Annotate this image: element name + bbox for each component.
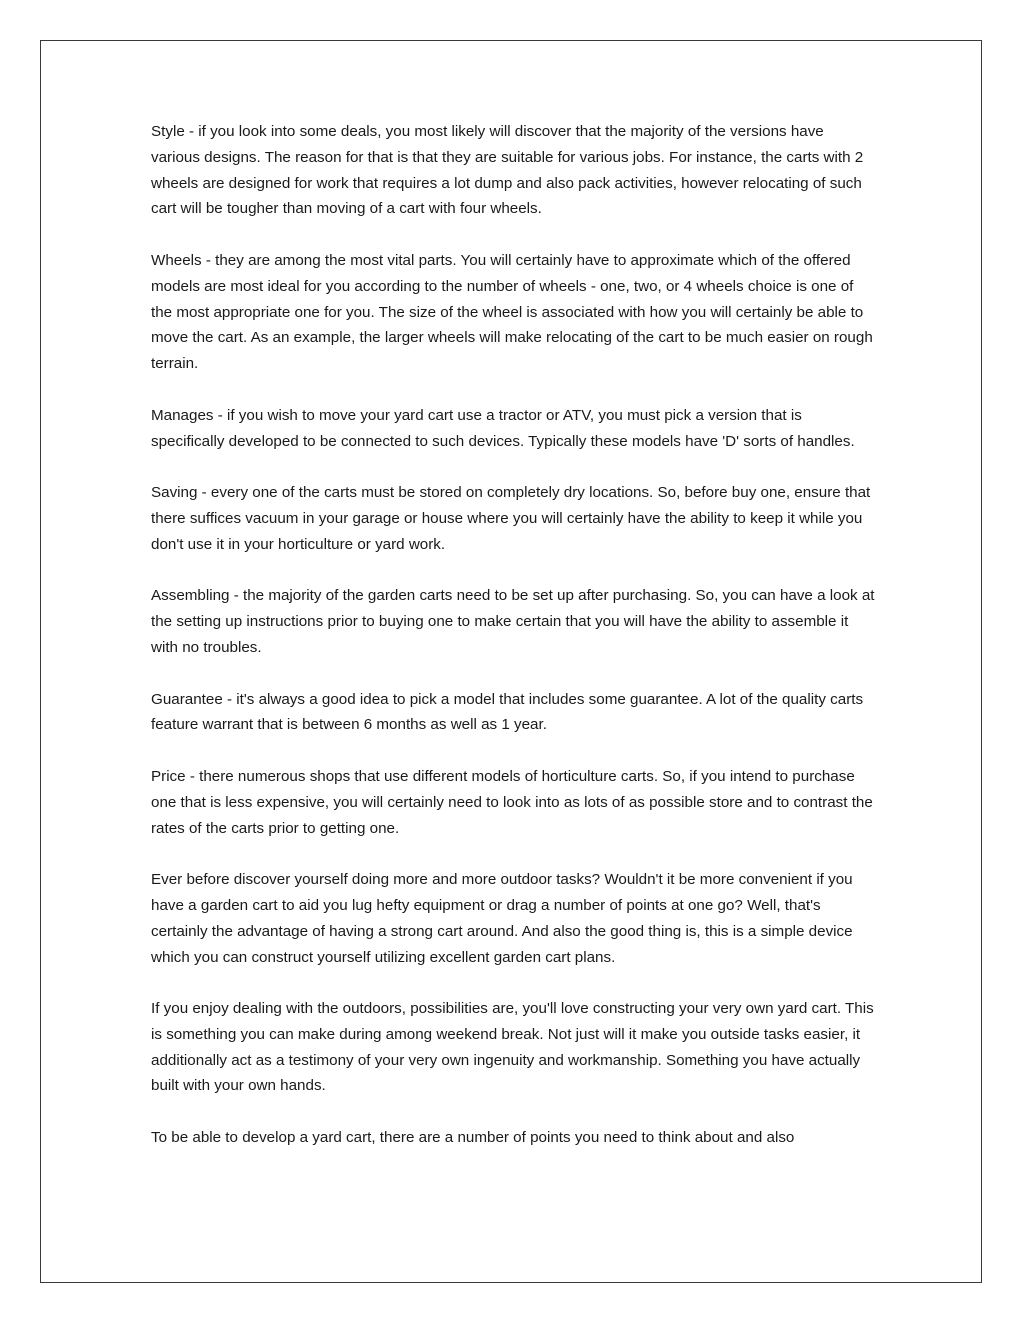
paragraph-assembling: Assembling - the majority of the garden carts need to be set up after purchasing. So, you can have a look at the setting up instructions prior to buying one to make certain that you will have the ability to assemble it with no troubles. bbox=[151, 587, 875, 656]
paragraph-guarantee: Guarantee - it's always a good idea to pick a model that includes some guarantee. A lot of the quality carts feature warrant that is between 6 months as well as 1 year. bbox=[151, 690, 864, 734]
paragraph-outdoor-tasks: Ever before discover yourself doing more and more outdoor tasks? Wouldn't it be more convenient if you have a garden cart to aid you lug hefty equipment or drag a number of points at one go? Well, that's certainly the advantage of having a strong cart around. And also the good thing is, this is a simple device which you can construct yourself utilizing excellent garden cart plans. bbox=[151, 871, 853, 966]
paragraph-wheels: Wheels - they are among the most vital parts. You will certainly have to approximate which of the offered models are most ideal for you according to the number of wheels - one, two, or 4 wheels choice is one of the most appropriate one for you. The size of the wheel is associated with how you will certainly be able to move the cart. As an example, the larger wheels will make relocating of the cart to be much easier on rough terrain. bbox=[151, 251, 873, 373]
document-body bbox=[151, 119, 876, 1151]
paragraph-saving: Saving - every one of the carts must be stored on completely dry locations. So, before buy one, ensure that there suffices vacuum in your garage or house where you will certainly have the ability to keep it while you don't use it in your horticulture or yard work. bbox=[151, 484, 871, 553]
paragraph-outdoors: If you enjoy dealing with the outdoors, possibilities are, you'll love constructing your very own yard cart. This is something you can make during among weekend break. Not just will it make you outside tasks easier, it additionally act as a testimony of your very own ingenuity and workmanship. Something you have actually built with your own hands. bbox=[151, 1000, 874, 1095]
paragraph-price: Price - there numerous shops that use different models of horticulture carts. So, if you intend to purchase one that is less expensive, you will certainly need to look into as lots of as possible store and to contrast the rates of the carts prior to getting one. bbox=[151, 767, 873, 837]
paragraph-style: Style - if you look into some deals, you most likely will discover that the majority of the versions have various designs. The reason for that is that they are suitable for various jobs. For instance, the carts with 2 wheels are designed for work that requires a lot dump and also pack activities, however relocating of such cart will be tougher than moving of a cart with four wheels. bbox=[151, 123, 864, 218]
paragraph-manages: Manages - if you wish to move your yard cart use a tractor or ATV, you must pick a version that is specifically developed to be connected to such devices. Typically these models have 'D' sorts of handles. bbox=[151, 406, 855, 450]
paragraph-develop-cart: To be able to develop a yard cart, there are a number of points you need to think about and also bbox=[151, 1129, 795, 1147]
